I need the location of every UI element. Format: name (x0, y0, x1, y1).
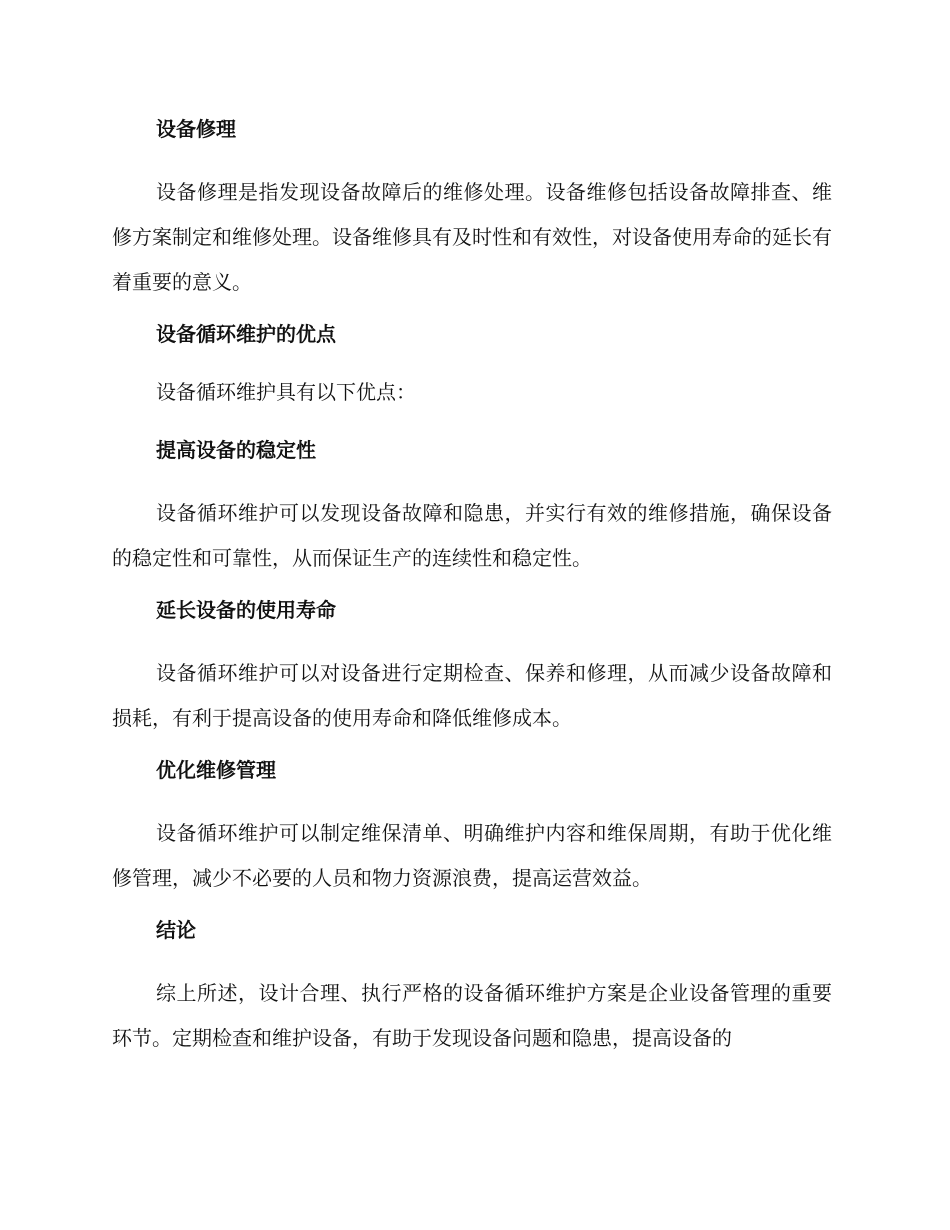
section-heading-equipment-repair: 设备修理 (156, 117, 236, 141)
section-heading-service-life: 延长设备的使用寿命 (156, 598, 336, 622)
section-paragraph-equipment-repair: 设备修理是指发现设备故障后的维修处理。设备维修包括设备故障排查、维修方案制定和维修处理。设备维修具有及时性和有效性，对设备使用寿命的延长有着重要的意义。 (112, 180, 832, 294)
document-page (112, 112, 832, 1073)
section-heading-stability: 提高设备的稳定性 (156, 438, 316, 462)
section-paragraph-service-life: 设备循环维护可以对设备进行定期检查、保养和修理，从而减少设备故障和损耗，有利于提高设备的使用寿命和降低维修成本。 (112, 661, 832, 730)
section-paragraph-stability: 设备循环维护可以发现设备故障和隐患，并实行有效的维修措施，确保设备的稳定性和可靠性，从而保证生产的连续性和稳定性。 (112, 501, 832, 570)
section-paragraph-advantages: 设备循环维护具有以下优点： (156, 380, 416, 404)
section-heading-maintenance-management: 优化维修管理 (156, 758, 276, 782)
section-paragraph-conclusion: 综上所述，设计合理、执行严格的设备循环维护方案是企业设备管理的重要环节。定期检查和维护设备，有助于发现设备问题和隐患，提高设备的 (112, 981, 832, 1050)
section-paragraph-maintenance-management: 设备循环维护可以制定维保清单、明确维护内容和维保周期，有助于优化维修管理，减少不必要的人员和物力资源浪费，提高运营效益。 (112, 821, 832, 890)
section-heading-advantages: 设备循环维护的优点 (156, 322, 336, 346)
section-heading-conclusion: 结论 (156, 918, 196, 942)
